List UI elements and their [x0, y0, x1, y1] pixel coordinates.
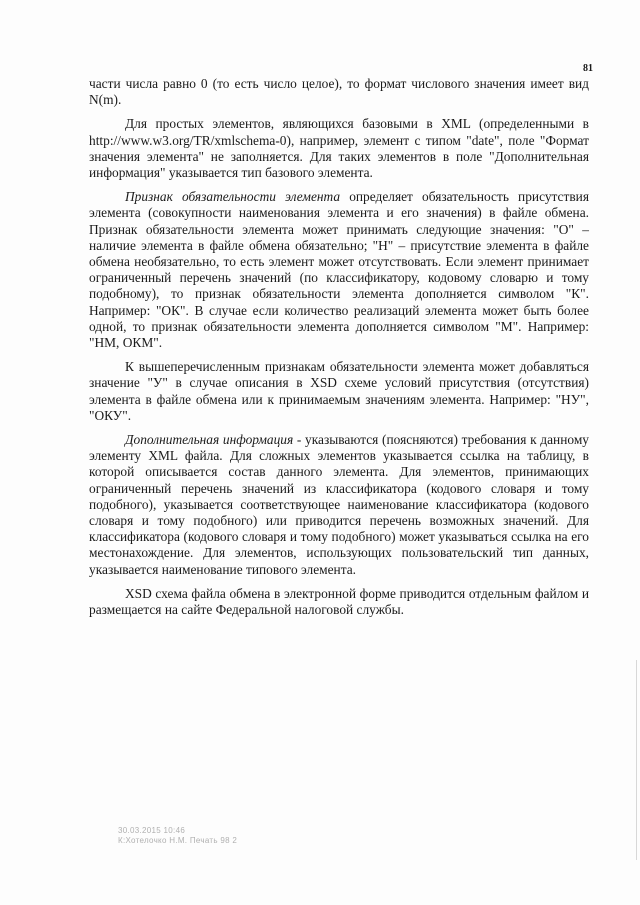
paragraph-additional-info-text: - указываются (поясняются) требования к данному элементу XML файла. Для сложных элементов указывается ссылка на таблицу, в которой описывается состав данного элемента. Для элементов, принимающих ограниченный перечень значений из классификатора (кодового словаря и тому подобного), указывается соответствующее наименование классификатора (кодового словаря и тому подобного) или приводится перечень возможных значений. Для классификатора (кодового словаря и тому подобного) может указываться ссылка на его местонахождение. Для элементов, использующих пользовательский тип данных, указывается наименование типового элемента. [89, 432, 589, 577]
paragraph-simple-elements: Для простых элементов, являющихся базовыми в XML (определенными в http://www.w3.org/TR/xmlschema-0), например, элемент с типом "date", поле "Формат значения элемента" не заполняется. Для таких элементов в поле "Дополнительная информация" указывается тип базового элемента. [89, 116, 589, 181]
page-number: 81 [583, 63, 593, 74]
paragraph-xsd-schema: XSD схема файла обмена в электронной форме приводится отдельным файлом и размещается на сайте Федеральной налоговой службы. [89, 585, 589, 618]
paragraph-required-flag-text: определяет обязательность присутствия элемента (совокупности наименования элемента и его значения) в файле обмена. Признак обязательности элемента может принимать следующие значения: "О" – наличие элемента в файле обмена обязательно; "Н" – присутствие элемента в файле обмена необязательно, то есть элемент может отсутствовать. Если элемент принимает ограниченный перечень значений (по классификатору, кодовому словарю и тому подобному), то признак обязательности элемента дополняется символом "К". Например: "ОК". В случае если количество реализаций элемента может быть более одной, то признак обязательности элемента дополняется символом "М". Например: "НМ, ОКМ". [89, 189, 590, 351]
paragraph-number-format: части числа равно 0 (то есть число целое), то формат числового значения имеет вид N(m). [89, 76, 589, 108]
print-stamp [118, 826, 237, 846]
paragraph-additional-info [89, 432, 589, 578]
paragraph-conditional-flag: К вышеперечисленным признакам обязательности элемента может добавляться значение "У" в случае описания в XSD схеме условий присутствия (отсутствия) элемента в файле обмена или к принимаемым значениям элемента. Например: "НУ", "ОКУ". [89, 359, 589, 423]
scan-edge-line [636, 660, 637, 860]
print-stamp-date: 30.03.2015 10:46 [118, 826, 186, 835]
document-body [89, 76, 589, 626]
term-required-flag: Признак обязательности элемента [125, 189, 341, 205]
print-stamp-user: К:Хотелочко Н.М. Печать 98 2 [118, 836, 238, 845]
term-additional-info: Дополнительная информация [125, 432, 294, 448]
paragraph-required-flag [89, 189, 589, 351]
